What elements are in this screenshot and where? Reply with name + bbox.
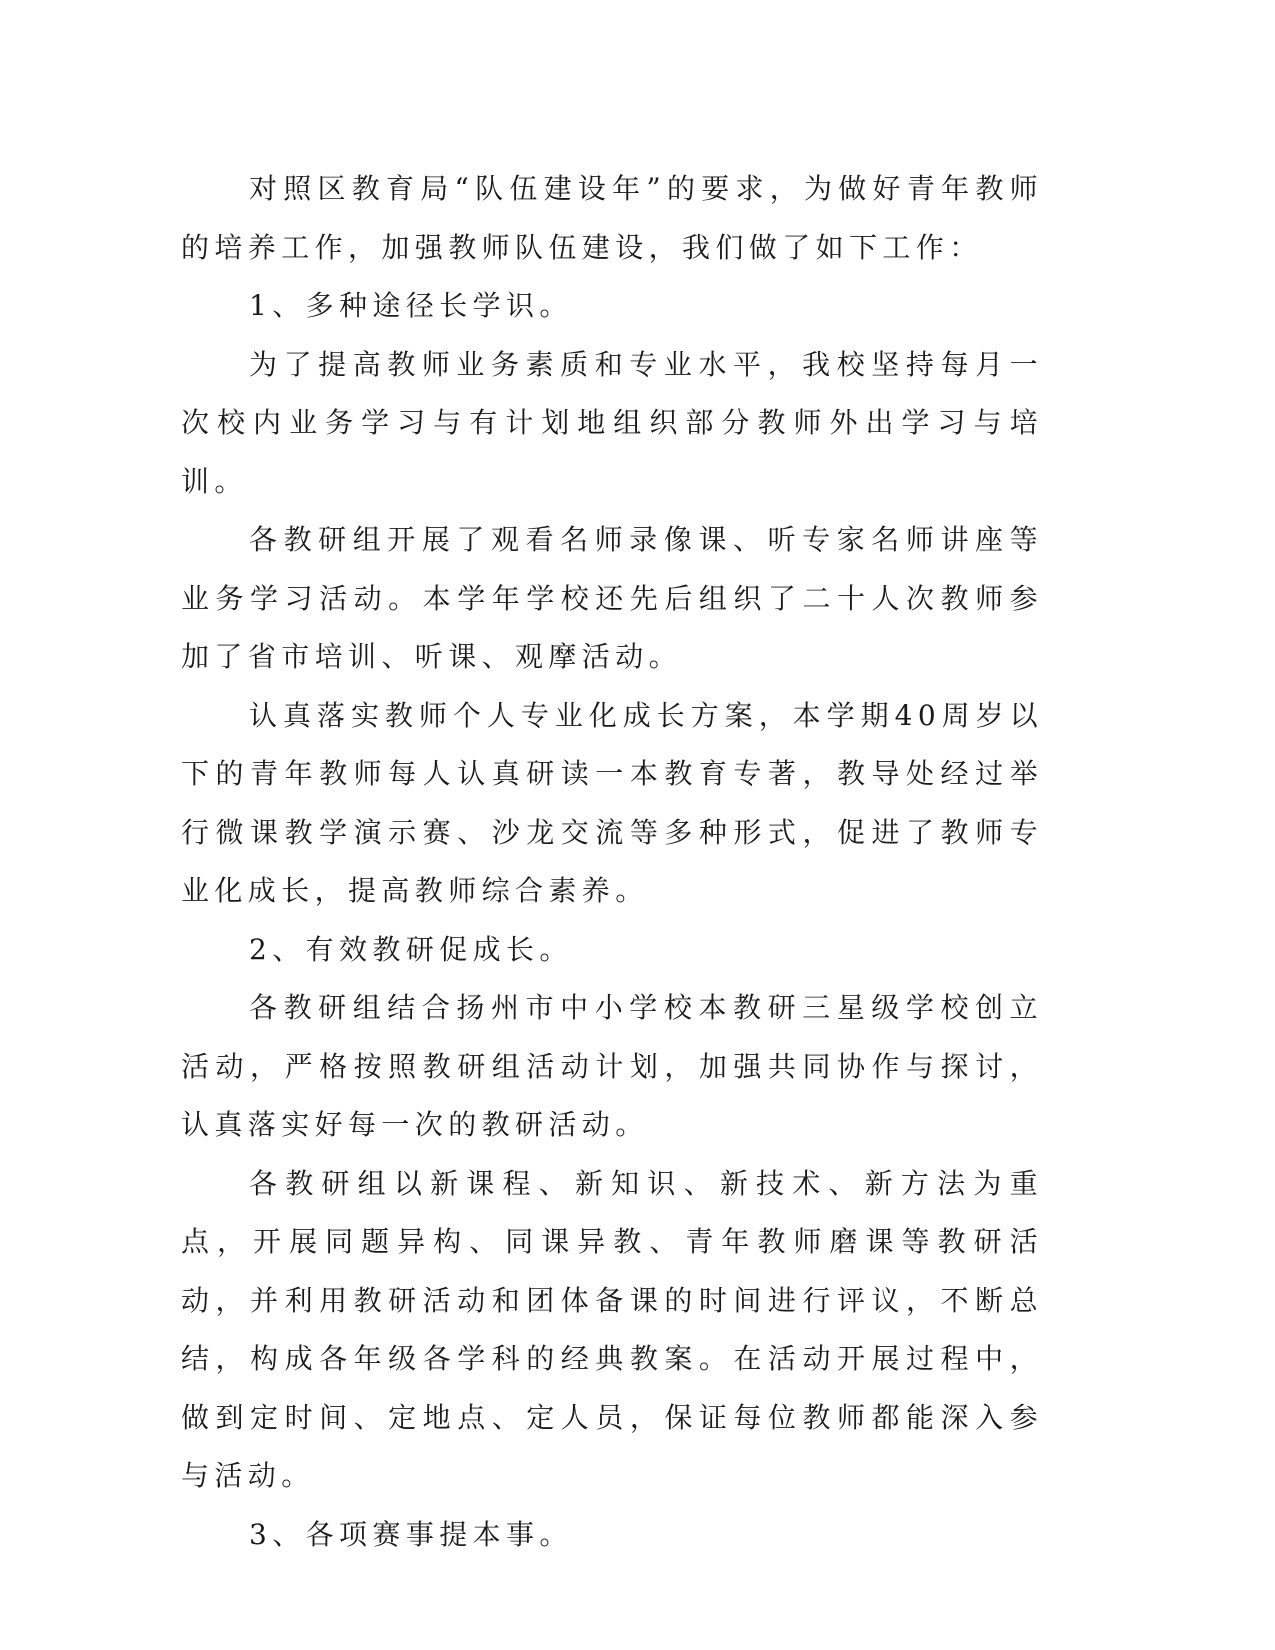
- paragraph: 为了提高教师业务素质和专业水平，我校坚持每月一次校内业务学习与有计划地组织部分教师外出学习与培训。: [181, 347, 1043, 498]
- document-body: [181, 160, 1043, 1564]
- paragraph: 各教研组开展了观看名师录像课、听专家名师讲座等业务学习活动。本学年学校还先后组织了二十人次教师参加了省市培训、听课、观摩活动。: [181, 523, 1043, 673]
- section-heading-2: 2、有效教研促成长。: [249, 932, 573, 966]
- paragraph: 各教研组以新课程、新知识、新技术、新方法为重点，开展同题异构、同课异教、青年教师磨课等教研活动，并利用教研活动和团体备课的时间进行评议，不断总结，构成各年级各学科的经典教案。在活动开展过程中，做到定时间、定地点、定人员，保证每位教师都能深入参与活动。: [181, 1166, 1043, 1492]
- section-heading-1: 1、多种途径长学识。: [249, 289, 573, 322]
- paragraph: 认真落实教师个人专业化成长方案，本学期40周岁以下的青年教师每人认真研读一本教育专著，教导处经过举行微课教学演示赛、沙龙交流等多种形式，促进了教师专业化成长，提高教师综合素养。: [181, 698, 1043, 907]
- paragraph-intro: 对照区教育局“队伍建设年”的要求，为做好青年教师的培养工作，加强教师队伍建设，我们做了如下工作：: [181, 172, 1043, 264]
- paragraph: 各教研组结合扬州市中小学校本教研三星级学校创立活动，严格按照教研组活动计划，加强共同协作与探讨，认真落实好每一次的教研活动。: [181, 991, 1043, 1141]
- section-heading-3: 3、各项赛事提本事。: [249, 1517, 573, 1551]
